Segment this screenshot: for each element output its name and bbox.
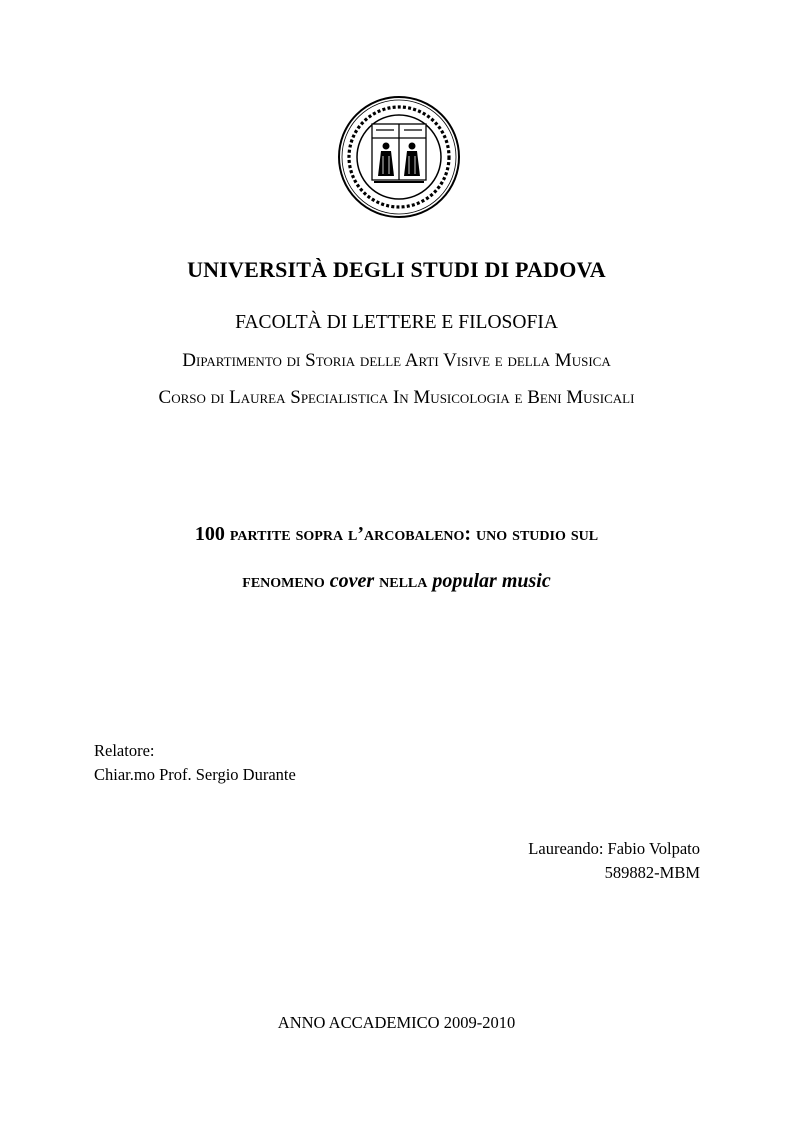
thesis-title-line-1: [0, 523, 793, 546]
thesis-title-number: 100: [194, 523, 225, 545]
thesis-title-line-2-pre: fenomeno: [242, 570, 330, 592]
faculty-name: FACOLTÀ DI LETTERE E FILOSOFIA: [235, 312, 558, 333]
academic-year: ANNO ACCADEMICO 2009-2010: [277, 1013, 516, 1032]
thesis-title-italic-cover: cover: [329, 570, 375, 592]
university-seal-logo: [336, 94, 462, 220]
student-id: 589882-MBM: [604, 863, 700, 882]
supervisor-name: Chiar.mo Prof. Sergio Durante: [94, 765, 296, 784]
department-name: Dipartimento di Storia delle Arti Visive e della Musica: [182, 350, 611, 371]
thesis-title-line-2-mid: nella: [374, 570, 433, 592]
university-name: UNIVERSITÀ DEGLI STUDI DI PADOVA: [187, 257, 606, 282]
thesis-title-line-1-text: partite sopra l’arcobaleno: uno studio sul: [224, 523, 599, 545]
thesis-title-italic-popular-music: popular music: [432, 570, 551, 592]
thesis-title-line-2: [0, 570, 793, 593]
candidate-name: Laureando: Fabio Volpato: [528, 839, 700, 858]
course-name: Corso di Laurea Specialistica In Musicologia e Beni Musicali: [158, 387, 635, 408]
supervisor-label: Relatore:: [94, 741, 155, 760]
